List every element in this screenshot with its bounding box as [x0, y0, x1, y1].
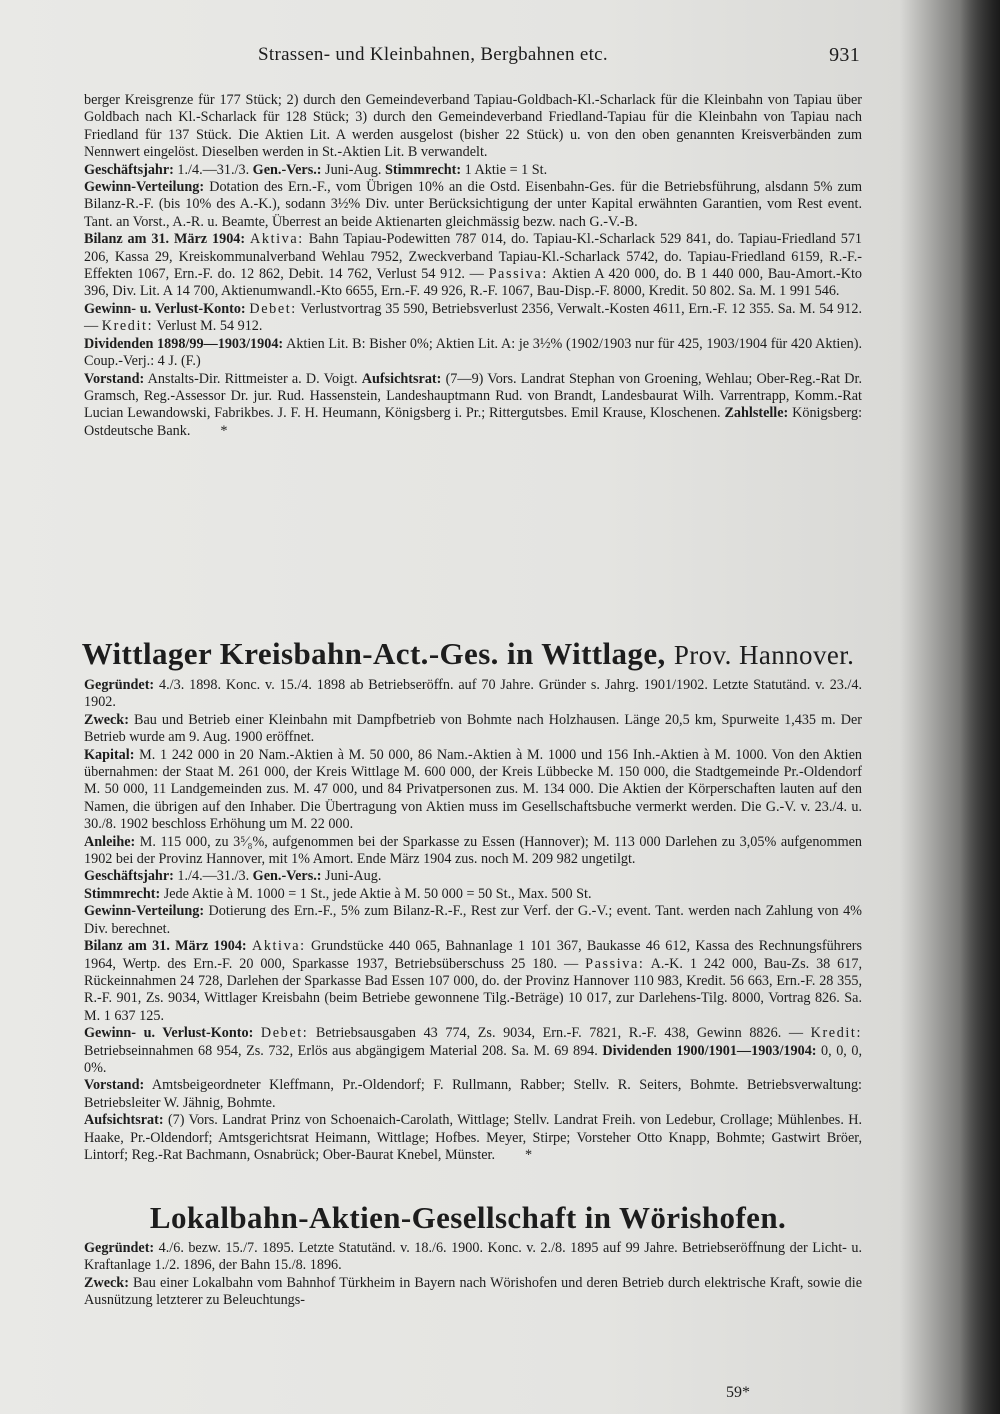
label: Anleihe: — [84, 833, 136, 850]
label: Kapital: — [84, 746, 135, 763]
value: (7) Vors. Landrat Prinz von Schoenaich-Carolath, Wittlage; Stellv. Landrat Freih. von Ledebur, Crollage; Mühlenbes. H. Haake, Pr.-Oldendorf; Amtsgerichtsrat Heimann, Wittlage; Hofbes. Meyer, Stirpe; Vorsteher Otto Knapp, Bohmte; Gastwirt Bröer, Lintorf; Reg.-Rat Bachmann, Osnabrück; Ober-Baurat Knebel, Münster. — [84, 1112, 862, 1163]
label: Stimmrecht: — [384, 161, 462, 178]
value: M. 1 242 000 in 20 Nam.-Aktien à M. 50 000, 86 Nam.-Aktien à M. 1000 und 156 Inh.-Aktien à M. 1000. Von den Aktien übernahmen: der Staat M. 261 000, der Kreis Wittlage M. 600 000, der Kreis Lübbecke M. 150 000, die Stadtgemeinde Pr.-Oldendorf M. 50 000, 11 Landgemeinden zus. M. 47 000, und 84 Privatpersonen zus. M. 134 000. Die Aktien der Körperschaften lauten auf den Namen, die übrigen auf den Inhaber. Die Übertragung von Aktien muss im Gesellschaftsbuche vermerkt werden. Die G.-V. v. 23./4. u. 30./8. 1902 beschloss Erhöhung um M. 22 000. — [84, 746, 863, 833]
label: Gewinn- u. Verlust-Konto: — [84, 1025, 254, 1042]
value: 0, 0, 0, 0%. — [84, 1042, 862, 1076]
paragraph — [84, 1275, 862, 1310]
company-title-province: Prov. Hannover. — [673, 640, 855, 670]
paragraph — [84, 886, 862, 903]
page-number: 931 — [829, 44, 860, 66]
section-lokalbahn-woerishofen — [84, 1200, 862, 1310]
value: Betriebseinnahmen 68 954, Zs. 732, Erlös aus abgängigem Material 208. Sa. M. 69 894. — [84, 1042, 598, 1059]
paragraph — [84, 231, 862, 301]
label: Bilanz am 31. März 1904: — [84, 231, 246, 248]
label: Dividenden 1898/99—1903/1904: — [84, 335, 284, 352]
value: Bau einer Lokalbahn vom Bahnhof Türkheim in Bayern nach Wörishofen und deren Betrieb durch elektrische Kraft, sowie die Ausnützung letzterer zu Beleuchtungs- — [84, 1274, 863, 1309]
value: 1./4.—31./3. — [177, 868, 250, 885]
paragraph: berger Kreisgrenze für 177 Stück; 2) durch den Gemeindeverband Tapiau-Goldbach-Kl.-Scharlack für die Kleinbahn von Tapiau über Goldbach nach Kl.-Scharlack für 128 Stück; 3) durch den Gemeindeverband Friedland-Tapiau für die Kleinbahn von Tapiau nach Friedland für 137 Stück. Die Aktien Lit. A werden ausgelost (bisher 22 Stück) u. von den oben genannten Kreisverbänden zum Nennwert eingelöst. Dieselben werden in St.-Aktien Lit. B verwandelt. — [84, 92, 862, 161]
label: Gewinn-Verteilung: — [84, 179, 205, 196]
value: Juni-Aug. — [325, 868, 382, 885]
paragraph — [84, 677, 862, 712]
label: Geschäftsjahr: — [84, 161, 174, 178]
paragraph — [84, 1112, 862, 1164]
label: Gegründet: — [84, 677, 155, 693]
section-tapiau-continuation — [84, 92, 862, 440]
label-passiva: Passiva: — [585, 955, 645, 972]
label-kredit: Kredit: — [101, 318, 154, 335]
value: Juni-Aug. — [325, 161, 382, 178]
company-title-main: Lokalbahn-Aktien-Gesellschaft in Wörishofen. — [149, 1200, 787, 1235]
label: Vorstand: — [84, 370, 145, 387]
value: 4./6. bezw. 15./7. 1895. Letzte Statutänd. v. 18./6. 1900. Konc. v. 2./8. 1895 auf 99 Jahre. Betriebseröffnung der Licht- u. Kraftanlage 1./2. 1896, der Bahn 15./8. 1896. — [84, 1240, 862, 1274]
paragraph — [84, 868, 862, 885]
value: A.-K. 1 242 000, Bau-Zs. 38 617, Rückeinnahmen 24 728, Darlehen der Sparkasse Bad Essen 107 000, do. der Provinz Hannover 110 983, Kredit. 56 663, Ern.-F. 28 355, R.-F. 901, Zs. 9034, Wittlager Kreisbahn (beim Betriebe gewonnene Tilg.-Beträge) 10 017, zur Darlehens-Tilg. 8000, Vortrag 826. Sa. M. 1 637 125. — [84, 955, 863, 1024]
label: Aufsichtsrat: — [84, 1112, 164, 1129]
value: (7—9) Vors. Landrat Stephan von Groening, Wehlau; Ober-Reg.-Rat Dr. Gramsch, Reg.-Assessor Dr. jur. Rud. Hassenstein, Landeshauptmann Rud. von Brandt, Landesbaurat Wilh. Varrentrapp, Komm.-Rat Lucian Lewandowski, Fabrikbes. J. F. H. Heumann, Königsberg i. Pr.; Rittergutsbes. Emil Krause, Kloschenen. — [84, 370, 863, 422]
end-mark: * — [525, 1146, 533, 1163]
label: Bilanz am 31. März 1904: — [84, 938, 247, 955]
section-wittlager-kreisbahn — [81, 636, 863, 1164]
label: Gegründet: — [84, 1240, 155, 1256]
paragraph — [84, 712, 862, 747]
paragraph — [84, 179, 862, 231]
value: 4./3. 1898. Konc. v. 15./4. 1898 ab Betriebseröffn. auf 70 Jahre. Gründer s. Jahrg. 1901/1902. Letzte Statutänd. v. 23./4. 1902. — [84, 677, 863, 711]
value: Königsberg: Ostdeutsche Bank. — [84, 405, 863, 439]
label-aktiva: Aktiva: — [250, 231, 304, 248]
label: Gewinn- u. Verlust-Konto: — [84, 300, 246, 317]
book-spine-shadow — [960, 0, 1000, 1414]
label: Gen.-Vers.: — [252, 868, 322, 885]
paragraph — [84, 938, 862, 1025]
label-debet: Debet: — [260, 1025, 309, 1042]
value: 1 Aktie = 1 St. — [464, 161, 548, 178]
value: 1./4.—31./3. — [177, 161, 250, 178]
value: Anstalts-Dir. Rittmeister a. D. Voigt. — [147, 370, 358, 387]
company-title — [48, 1200, 888, 1236]
value: Grundstücke 440 065, Bahnanlage 1 101 367, Baukasse 46 612, Kassa des Rechnungsführers 1964, Wertp. des Ern.-F. 20 000, Sparkasse 1937, Betriebsüberschuss 25 180. — — [84, 938, 863, 972]
value: Jede Aktie à M. 1000 = 1 St., jede Aktie à M. 50 000 = 50 St., Max. 500 St. — [163, 885, 592, 902]
label-debet: Debet: — [249, 300, 297, 317]
value: M. 115 000, zu 3⁵⁄₈%, aufgenommen bei der Sparkasse zu Essen (Hannover); M. 113 000 Darlehen zu 3,05% aufgenommen 1902 bei der Provinz Hannover, mit 1% Amort. Ende März 1904 zus. noch M. 209 982 ungetilgt. — [84, 833, 862, 868]
value: Aktien A 420 000, do. B 1 440 000, Bau-Amort.-Kto 396, Div. Lit. A 14 700, Aktienumwandl.-Kto 6655, Ern.-F. 49 926, R.-F. 1067, Bau-Disp.-F. 8000, Kredit. 50 802. Sa. M. 1 991 546. — [84, 266, 863, 300]
paragraph — [84, 336, 862, 371]
label: Vorstand: — [84, 1077, 145, 1094]
paragraph — [84, 903, 862, 938]
signature-mark: 59* — [726, 1384, 750, 1401]
value: Verlust M. 54 912. — [156, 318, 263, 335]
value: Aktien Lit. B: Bisher 0%; Aktien Lit. A: je 3½% (1902/1903 nur für 425, 1903/1904 für 420 Aktien). Coup.-Verj.: 4 J. (F.) — [84, 335, 863, 370]
value: Betriebsausgaben 43 774, Zs. 9034, Ern.-F. 7821, R.-F. 438, Gewinn 8826. — — [315, 1025, 804, 1042]
label: Zweck: — [84, 1274, 129, 1291]
value: Bahn Tapiau-Podewitten 787 014, do. Tapiau-Kl.-Scharlack 529 841, do. Tapiau-Friedland 571 206, Kassa 29, Kreiskommunalverband Wehlau 7952, Zweckverband Tapiau-Kl.-Scharlack 5742, do. Tapiau-Friedland 6159, R.-F.-Effekten 1067, Ern.-F. do. 12 862, Debit. 14 762, Verlust 54 912. — — [84, 231, 863, 283]
label: Geschäftsjahr: — [84, 868, 174, 885]
paragraph — [84, 1240, 862, 1275]
paragraph — [84, 1025, 862, 1077]
paragraph — [84, 834, 862, 869]
running-title: Strassen- und Kleinbahnen, Bergbahnen etc. — [258, 44, 608, 65]
label: Gewinn-Verteilung: — [84, 903, 205, 920]
value: Amtsbeigeordneter Kleffmann, Pr.-Oldendorf; F. Rullmann, Rabber; Stellv. R. Seiters, Bohmte. Betriebsverwaltung: Betriebsleiter W. Jähnig, Bohmte. — [84, 1077, 863, 1111]
paragraph — [84, 162, 862, 179]
label-aktiva: Aktiva: — [251, 938, 306, 955]
label: Gen.-Vers.: — [252, 161, 322, 178]
label: Stimmrecht: — [84, 885, 161, 902]
paragraph — [84, 1077, 862, 1112]
running-header — [88, 44, 860, 68]
label: Zweck: — [84, 711, 129, 728]
end-mark: * — [220, 422, 228, 439]
company-title-main: Wittlager Kreisbahn-Act.-Ges. in Wittlage, — [81, 636, 666, 671]
value: Dotierung des Ern.-F., 5% zum Bilanz-R.-F., Rest zur Verf. der G.-V.; event. Tant. werden nach Zahlung von 4% Div. berechnet. — [84, 903, 862, 937]
paragraph — [84, 371, 862, 441]
label-kredit: Kredit: — [810, 1025, 863, 1042]
value: Verlustvortrag 35 590, Betriebsverlust 2356, Verwalt.-Kosten 4611, Ern.-F. 12 355. Sa. M. 54 912. — — [84, 300, 862, 335]
company-title — [48, 636, 888, 673]
label: Dividenden 1900/1901—1903/1904: — [602, 1042, 817, 1059]
value: Bau und Betrieb einer Kleinbahn mit Dampfbetrieb von Bohmte nach Holzhausen. Länge 20,5 km, Spurweite 1,435 m. Der Betrieb wurde am 9. Aug. 1900 eröffnet. — [84, 711, 863, 746]
label-passiva: Passiva: — [488, 266, 548, 283]
label: Aufsichtsrat: — [361, 370, 442, 387]
paragraph — [84, 301, 862, 336]
paragraph — [84, 747, 862, 834]
value: Dotation des Ern.-F., vom Übrigen 10% an die Ostd. Eisenbahn-Ges. für die Betriebsführung, alsdann 5% zum Bilanz-R.-F. (bis 10% des A.-K.), sodann 3½% Div. unter Berücksichtigung der unter Kapital erwähnten Garantien, vom Rest event. Tant. an Vorst., A.-R. u. Beamte, Überrest an beide Aktienarten gleichmässig bezw. nach G.-V.-B. — [84, 179, 863, 230]
label: Zahlstelle: — [724, 405, 789, 422]
